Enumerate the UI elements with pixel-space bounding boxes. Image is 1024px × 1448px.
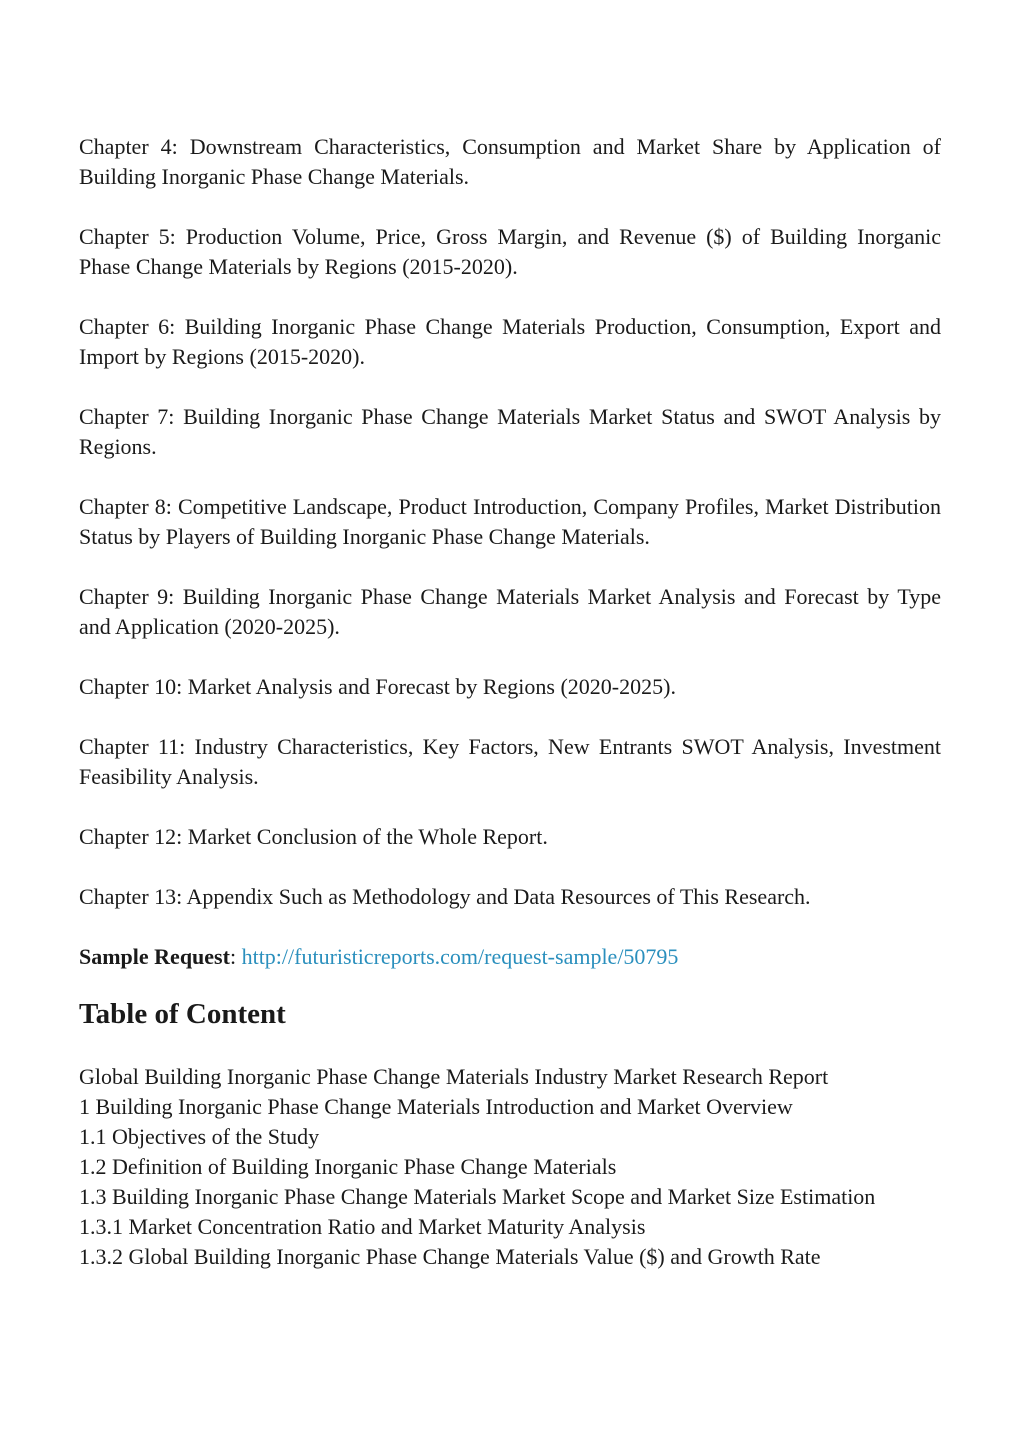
sample-request-line — [79, 942, 941, 972]
sample-request-label: Sample Request — [79, 944, 230, 969]
toc-item: 1.3 Building Inorganic Phase Change Materials Market Scope and Market Size Estimation — [79, 1184, 876, 1209]
sample-request-link[interactable]: http://futuristicreports.com/request-sample/50795 — [241, 944, 679, 969]
chapter-6-paragraph: Chapter 6: Building Inorganic Phase Change Materials Production, Consumption, Export and Import by Regions (2015-2020). — [79, 314, 941, 369]
toc-item: 1.3.2 Global Building Inorganic Phase Change Materials Value ($) and Growth Rate — [79, 1244, 821, 1269]
chapter-12-paragraph: Chapter 12: Market Conclusion of the Whole Report. — [79, 824, 548, 849]
toc-item: 1.3.1 Market Concentration Ratio and Market Maturity Analysis — [79, 1214, 646, 1239]
toc-title: Table of Content — [79, 998, 286, 1030]
sample-request-separator: : — [229, 944, 242, 969]
toc-item: 1.1 Objectives of the Study — [79, 1124, 320, 1149]
chapter-9-paragraph: Chapter 9: Building Inorganic Phase Change Materials Market Analysis and Forecast by Type and Application (2020-2025). — [79, 584, 941, 639]
chapter-7-paragraph: Chapter 7: Building Inorganic Phase Change Materials Market Status and SWOT Analysis by Regions. — [79, 404, 941, 459]
chapter-10-paragraph: Chapter 10: Market Analysis and Forecast by Regions (2020-2025). — [79, 674, 676, 699]
chapter-5-paragraph: Chapter 5: Production Volume, Price, Gross Margin, and Revenue ($) of Building Inorganic Phase Change Materials by Regions (2015-2020). — [79, 224, 941, 279]
chapter-13-paragraph: Chapter 13: Appendix Such as Methodology and Data Resources of This Research. — [79, 884, 811, 909]
chapter-11-paragraph: Chapter 11: Industry Characteristics, Key Factors, New Entrants SWOT Analysis, Investment Feasibility Analysis. — [79, 734, 941, 789]
document-page — [79, 132, 941, 1272]
chapter-4-paragraph: Chapter 4: Downstream Characteristics, Consumption and Market Share by Application of Building Inorganic Phase Change Materials. — [79, 134, 941, 189]
chapter-8-paragraph: Chapter 8: Competitive Landscape, Product Introduction, Company Profiles, Market Distribution Status by Players of Building Inorganic Phase Change Materials. — [79, 494, 941, 549]
chapter-list — [79, 132, 941, 912]
toc-item: 1 Building Inorganic Phase Change Materials Introduction and Market Overview — [79, 1094, 793, 1119]
toc-item: 1.2 Definition of Building Inorganic Phase Change Materials — [79, 1154, 617, 1179]
toc-list — [79, 1062, 941, 1272]
toc-item: Global Building Inorganic Phase Change Materials Industry Market Research Report — [79, 1064, 829, 1089]
